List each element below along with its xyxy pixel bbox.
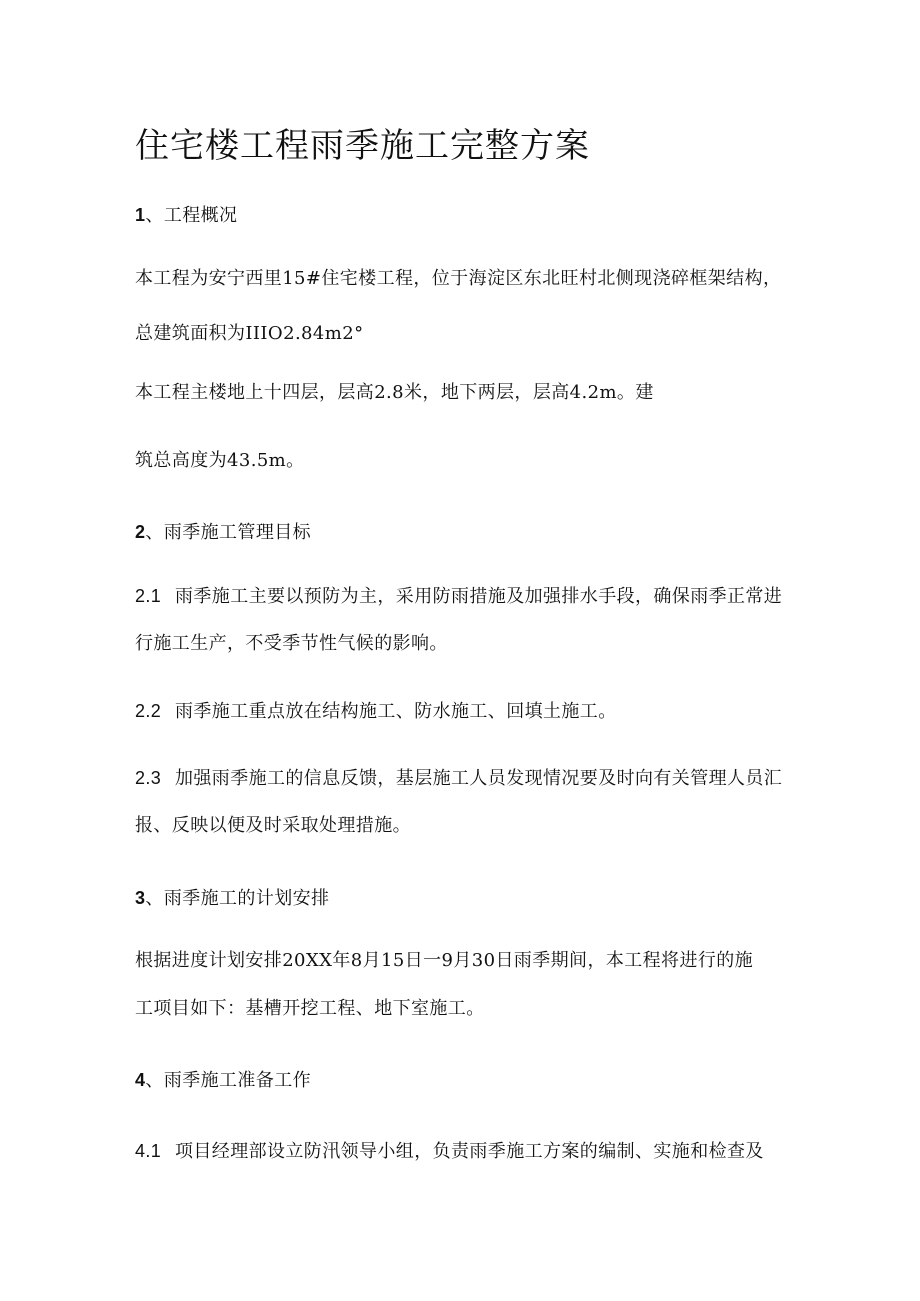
- item-number: 4.1: [135, 1141, 162, 1161]
- item-number: 2.1: [135, 586, 162, 606]
- section-number: 1: [135, 205, 146, 225]
- list-item-2-1: [135, 582, 782, 611]
- item-text: 雨季施工重点放在结构施工、防水施工、回填土施工。: [175, 701, 617, 722]
- section-heading-text: 、雨季施工准备工作: [145, 1070, 312, 1091]
- section-number: 2: [135, 522, 146, 542]
- section-heading-text: 、雨季施工的计划安排: [145, 888, 330, 909]
- document-title: 住宅楼工程雨季施工完整方案: [135, 126, 590, 166]
- paragraph-line: 报、反映以便及时采取处理措施。: [135, 815, 411, 836]
- list-item-4-1: [135, 1137, 764, 1166]
- section-heading-2: [135, 518, 311, 547]
- section-heading-text: 、工程概况: [145, 205, 238, 226]
- section-heading-text: 、雨季施工管理目标: [145, 522, 312, 543]
- paragraph-line: 本工程主楼地上十四层，层高2.8米，地下两层，层高4.2m。建: [135, 382, 654, 403]
- section-number: 4: [135, 1070, 146, 1090]
- paragraph-line: 行施工生产，不受季节性气候的影响。: [135, 633, 448, 654]
- paragraph-line: 筑总高度为43.5m。: [135, 450, 305, 471]
- paragraph-line: 总建筑面积为IIIO2.84m2°: [135, 323, 364, 344]
- list-item-2-2: [135, 697, 617, 726]
- section-heading-3: [135, 884, 329, 913]
- item-text: 雨季施工主要以预防为主，采用防雨措施及加强排水手段，确保雨季正常进: [175, 586, 783, 607]
- section-number: 3: [135, 888, 146, 908]
- item-text: 项目经理部设立防汛领导小组，负责雨季施工方案的编制、实施和检查及: [175, 1141, 764, 1162]
- section-heading-4: [135, 1066, 311, 1095]
- paragraph-line: 本工程为安宁西里15#住宅楼工程，位于海淀区东北旺村北侧现浇碎框架结构，: [135, 268, 782, 289]
- item-number: 2.3: [135, 768, 162, 788]
- section-heading-1: [135, 201, 237, 230]
- paragraph-line: 工项目如下：基槽开挖工程、地下室施工。: [135, 998, 485, 1019]
- paragraph-line: 根据进度计划安排20XX年8月15日一9月30日雨季期间，本工程将进行的施: [135, 950, 754, 971]
- item-text: 加强雨季施工的信息反馈，基层施工人员发现情况要及时向有关管理人员汇: [175, 768, 783, 789]
- item-number: 2.2: [135, 701, 162, 721]
- list-item-2-3: [135, 764, 782, 793]
